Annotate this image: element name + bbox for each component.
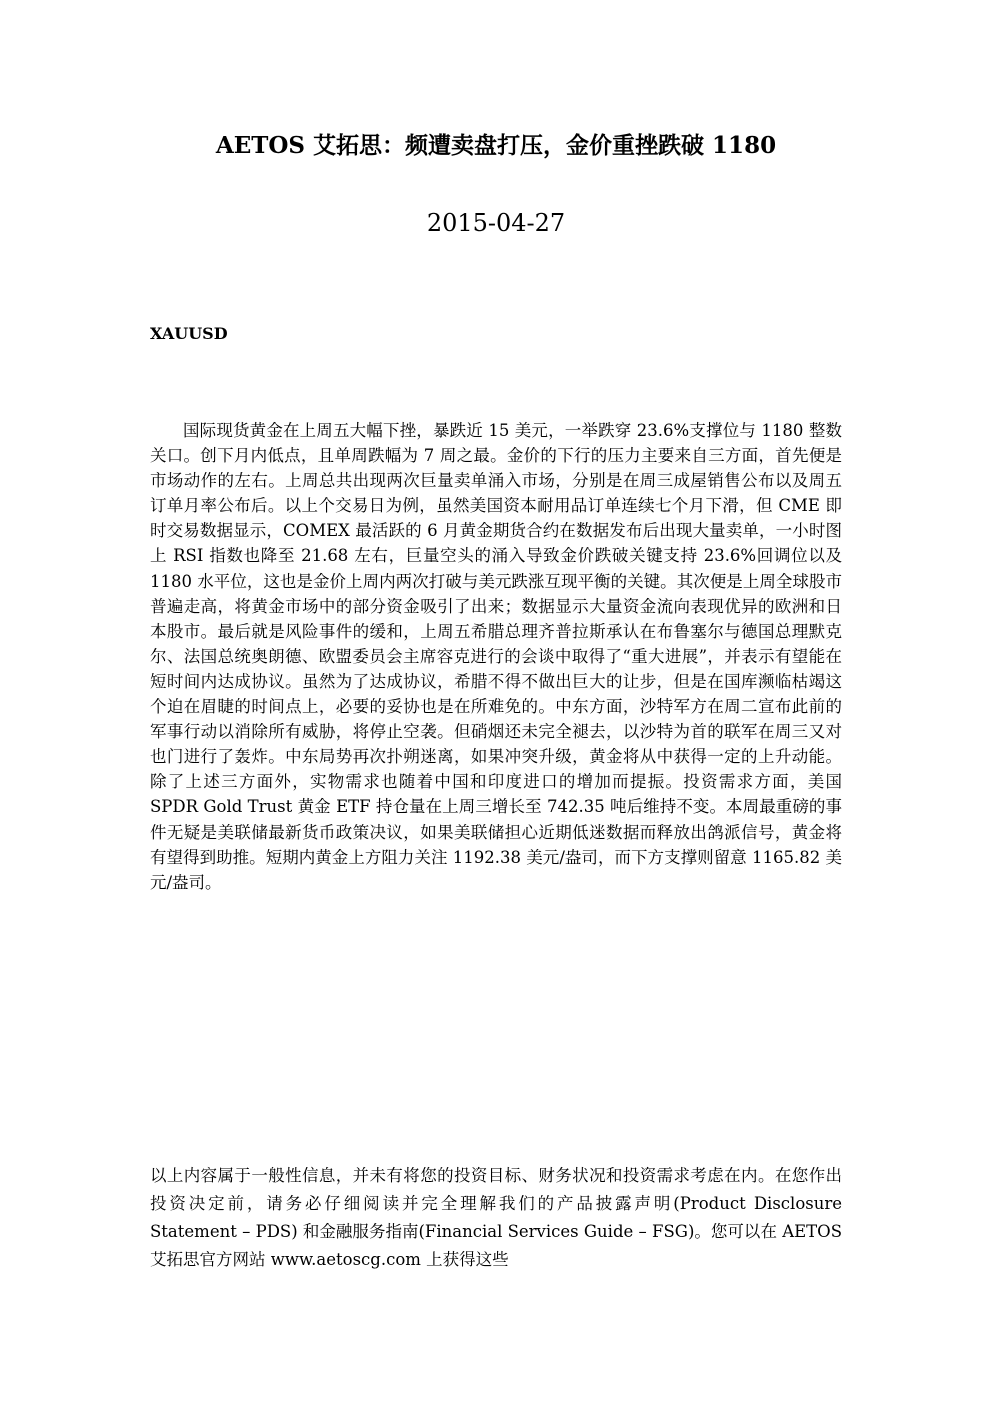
article-body: 国际现货黄金在上周五大幅下挫，暴跌近 15 美元，一举跌穿 23.6%支撑位与 1180 整数关口。创下月内低点，且单周跌幅为 7 周之最。金价的下行的压力主要来自三方面，首先便是市场动作的左右。上周总共出现两次巨量卖单涌入市场，分别是在周三成屋销售公布以及周五订单月率公布后。以上个交易日为例，虽然美国资本耐用品订单连续七个月下滑，但 CME 即时交易数据显示，COMEX 最活跃的 6 月黄金期货合约在数据发布后出现大量卖单，一小时图上 RSI 指数也降至 21.68 左右，巨量空头的涌入导致金价跌破关键支持 23.6%回调位以及 1180 水平位，这也是金价上周内两次打破与美元跌涨互现平衡的关键。其次便是上周全球股市普遍走高，将黄金市场中的部分资金吸引了出来；数据显示大量资金流向表现优异的欧洲和日本股市。最后就是风险事件的缓和，上周五希腊总理齐普拉斯承认在布鲁塞尔与德国总理默克尔、法国总统奥朗德、欧盟委员会主席容克进行的会谈中取得了“重大进展”，并表示有望能在短时间内达成协议。虽然为了达成协议，希腊不得不做出巨大的让步，但是在国库濒临枯竭这个迫在眉睫的时间点上，必要的妥协也是在所难免的。中东方面，沙特军方在周二宣布此前的军事行动以消除所有威胁，将停止空袭。但硝烟还未完全褪去，以沙特为首的联军在周三又对也门进行了轰炸。中东局势再次扑朔迷离，如果冲突升级，黄金将从中获得一定的上升动能。除了上述三方面外，实物需求也随着中国和印度进口的增加而提振。投资需求方面，美国 SPDR Gold Trust 黄金 ETF 持仓量在上周三增长至 742.35 吨后维持不变。本周最重磅的事件无疑是美联储最新货币政策决议，如果美联储担心近期低迷数据而释放出鸽派信号，黄金将有望得到助推。短期内黄金上方阻力关注 1192.38 美元/盎司，而下方支撑则留意 1165.82 美元/盎司。 — [150, 421, 842, 892]
disclaimer-text: 以上内容属于一般性信息，并未有将您的投资目标、财务状况和投资需求考虑在内。在您作出投资决定前，请务必仔细阅读并完全理解我们的产品披露声明(Product Disclosure Statement – PDS) 和金融服务指南(Financial Services Guide – FSG)。您可以在 AETOS 艾拓思官方网站 www.aetoscg.com 上获得这些 — [150, 1166, 842, 1269]
instrument-symbol: XAUUSD — [150, 324, 228, 343]
publish-date: 2015-04-27 — [426, 209, 566, 237]
page-title: AETOS 艾拓思：频遭卖盘打压，金价重挫跌破 1180 — [215, 132, 777, 159]
